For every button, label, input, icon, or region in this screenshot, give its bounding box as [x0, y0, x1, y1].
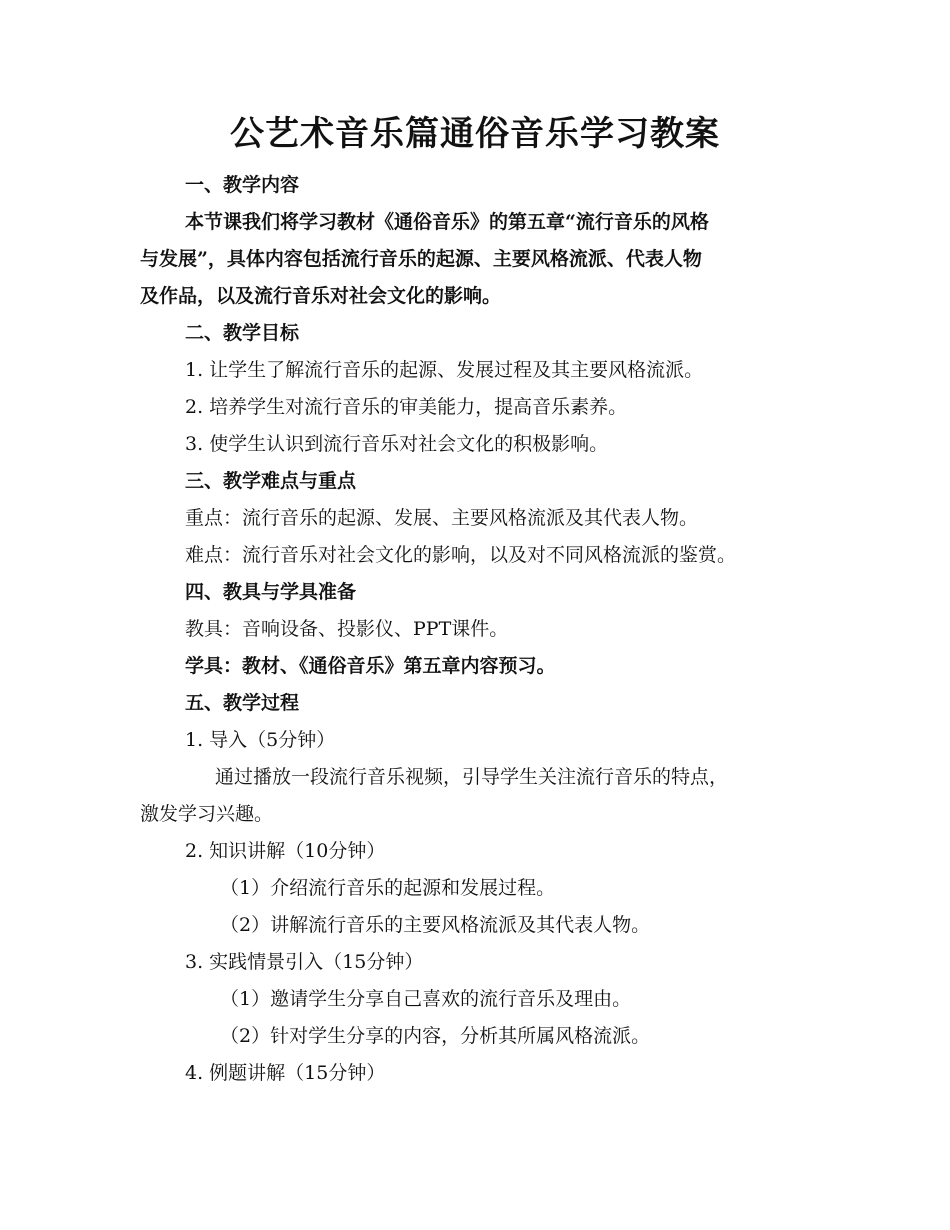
process-step-1-text-line-1: 通过播放一段流行音乐视频，引导学生关注流行音乐的特点，: [215, 766, 729, 788]
content-paragraph-line-1: 本节课我们将学习教材《通俗音乐》的第五章“流行音乐的风格: [185, 211, 709, 233]
teacher-materials-text: 教具：音响设备、投影仪、PPT课件。: [185, 618, 509, 640]
process-step-2-item-b: （2）讲解流行音乐的主要风格流派及其代表人物。: [220, 914, 651, 936]
process-step-3: 3. 实践情景引入（15分钟）: [185, 951, 424, 973]
process-step-4: 4. 例题讲解（15分钟）: [185, 1062, 386, 1084]
content-paragraph-line-3: 及作品，以及流行音乐对社会文化的影响。: [140, 285, 502, 307]
content-paragraph-line-2: 与发展”，具体内容包括流行音乐的起源、主要风格流派、代表人物: [140, 248, 702, 270]
section-heading-content: 一、教学内容: [185, 174, 300, 196]
process-step-1: 1. 导入（5分钟）: [185, 729, 336, 751]
process-step-2: 2. 知识讲解（10分钟）: [185, 840, 386, 862]
process-step-3-item-a: （1）邀请学生分享自己喜欢的流行音乐及理由。: [220, 988, 632, 1010]
difficult-point-text: 难点：流行音乐对社会文化的影响，以及对不同风格流派的鉴赏。: [185, 544, 737, 566]
objective-item-3: 3. 使学生认识到流行音乐对社会文化的积极影响。: [185, 433, 609, 455]
process-step-1-text-line-2: 激发学习兴趣。: [140, 803, 274, 825]
section-heading-materials: 四、教具与学具准备: [185, 581, 357, 603]
section-heading-objectives: 二、教学目标: [185, 322, 300, 344]
document-title: 公艺术音乐篇通俗音乐学习教案: [230, 114, 720, 154]
section-heading-key-points: 三、教学难点与重点: [185, 470, 357, 492]
key-point-text: 重点：流行音乐的起源、发展、主要风格流派及其代表人物。: [185, 507, 699, 529]
objective-item-1: 1. 让学生了解流行音乐的起源、发展过程及其主要风格流派。: [185, 359, 704, 381]
process-step-3-item-b: （2）针对学生分享的内容，分析其所属风格流派。: [220, 1025, 651, 1047]
student-materials-text: 学具：教材、《通俗音乐》第五章内容预习。: [185, 655, 556, 677]
section-heading-process: 五、教学过程: [185, 692, 300, 714]
process-step-2-item-a: （1）介绍流行音乐的起源和发展过程。: [220, 877, 556, 899]
objective-item-2: 2. 培养学生对流行音乐的审美能力，提高音乐素养。: [185, 396, 628, 418]
